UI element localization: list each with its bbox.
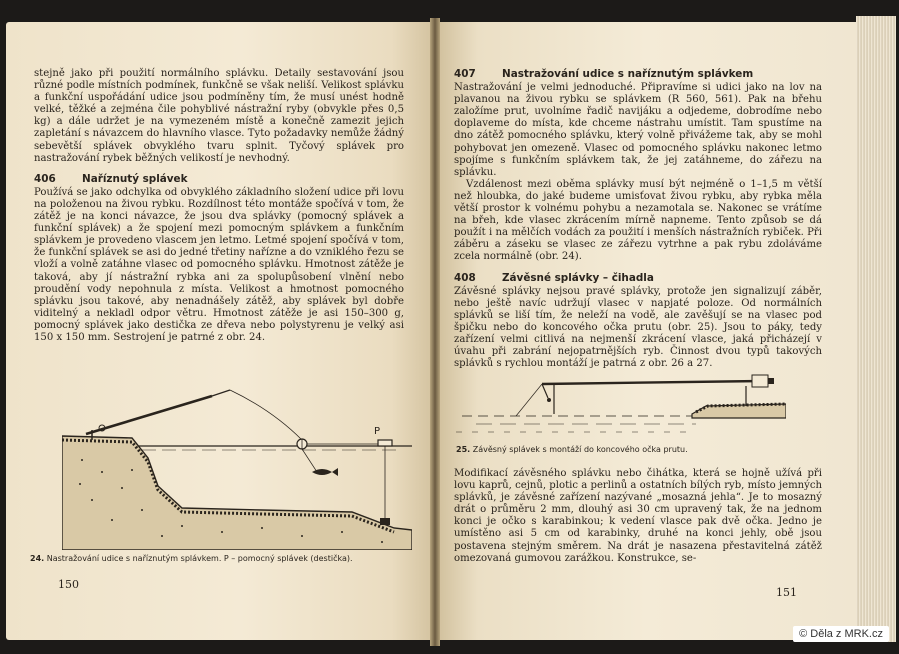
section-406-title: Naříznutý splávek [82, 172, 188, 185]
section-407-title: Nastražování udice s naříznutým splávkem [502, 68, 754, 80]
caption-25-text: Závěsný splávek s montáží do koncového očka prutu. [472, 445, 688, 454]
section-407-heading [454, 68, 822, 80]
page-number-right: 151 [776, 586, 797, 599]
figure-25-caption [456, 445, 836, 454]
left-text-column [34, 68, 404, 344]
section-406-number: 406 [34, 172, 56, 185]
caption-24-number: 24. [30, 554, 45, 563]
page-edges [856, 16, 896, 642]
section-407-number: 407 [454, 68, 476, 80]
figure-25-illustration [456, 366, 786, 442]
watermark: © Děla z MRK.cz [793, 626, 889, 642]
right-text-column [454, 68, 822, 370]
figure-label-p: P [374, 426, 381, 437]
section-406-text: Používá se jako odchylka od obvyklého základního složení udice při lovu na položenou na živou rybku. Rozdílnost této montáže spočívá v tom, že zátěž je na konci návazce, že jsou dva splávky (pomocný splávek a funkční splávek) a že spojení mezi pomocným splávkem a funkčním splávkem je provedeno vlascem jen letmo. Letmé spojení spočívá v tom, že funkční splávek se asi do jedné třetiny nařízne a do vzniklého řezu se vloží a volně zatáhne vlasec od pomocného splávku. Hmotnost zátěže je taková, aby jí nástražní rybka ani za spolupůsobení vlnění nebo proudění vody nepohnula z místa. Velikost a hmotnost pomocného splávku jsou takové, aby nenadnášely zátěž, aby splávek byl dobře viditelný a nekladl odpor větru. Hmotnost zátěže je asi 150–300 g, pomocný splávek jako destička ze dřeva nebo polystyrenu je velký asi 150 x 150 mm. Sestrojení je patrné z obr. 24. [34, 186, 404, 343]
section-408-heading [454, 272, 822, 284]
page-number-left: 150 [58, 578, 79, 591]
intro-paragraph: stejně jako při použití normálního splávku. Detaily sestavování jsou různé podle místních podmínek, funkčně se však neliší. Velikost splávku a funkční uspořádání udice jsou podmíněny tím, že musí unést hodně velké, těžké a zejména čile pohyblivé nástražní ryby (obvykle přes 0,5 kg) a dále udržet je na vymezeném místě a konečně zamezit jejich zapletání s návazcem do hlavního vlasce. Tyto požadavky nemůže žádný sebevětší splávek obvyklého tvaru splnit. Tyčový splávek pro nastražování rybek běžných velikostí je nevhodný. [34, 68, 404, 164]
section-407-paragraph-1: Nastražování je velmi jednoduché. Připravíme si udici jako na lov na plavanou na živou rybku se splávkem (R 560, 561). Pak na břehu založíme prut, uvolníme řadič navijáku a odjedeme, dobrodíme nebo doplaveme do místa, kde chceme nástrahu umístit. Tam spustíme na dno zátěž pomocného splávku, který volně přivážeme tak, aby se mohl pohybovat jen omezeně. Vlasec od pomocného splávku nakonec letmo spojíme s funkčním splávkem tak, že jej zatáhneme, do zářezu na splávku. [454, 82, 822, 178]
figure-24-caption [30, 554, 410, 563]
modification-paragraph: Modifikací závěsného splávku nebo čihátka, která se hojně užívá při lovu kaprů, cejnů, plotic a perlinů a ostatních bílých ryb, místo jemných splávků, je závěsné zařízení nazývané „mosazná jehla“. Je to mosazný drát o průměru 2 mm, dlouhý asi 30 cm upravený tak, že na jednom konci je očko s karabinkou; k vedení vlasce pak dvě očka. Jedno je umístěno asi 5 cm od karabinky, druhé na konci jehly, obě jsou postavena stejným směrem. Na drát je nasazena přestavitelná zátěž omezovaná gumovou zarážkou. Konstrukce, se- [454, 468, 822, 564]
section-408-title: Závěsné splávky – čihadla [502, 271, 654, 284]
section-406-heading [34, 173, 404, 185]
caption-24-text: Nastražování udice s naříznutým splávkem. P – pomocný splávek (destička). [46, 554, 353, 563]
right-bottom-text [454, 468, 822, 565]
section-408-number: 408 [454, 271, 476, 284]
book-gutter [430, 18, 440, 646]
right-page [436, 22, 856, 640]
section-407-paragraph-2: Vzdálenost mezi oběma splávky musí být nejméně o 1–1,5 m větší než hloubka, do jaké budeme umisťovat živou rybku, aby rybka měla větší prostor k volnému pohybu a nezamotala se. Nakonec se vrátíme na břeh, kde vlasec zkrácením mírně napneme. Tento způsob se dá použít i na mělčích vodách za použití i menších nástražních rybiček. Při záběru a záseku se vlasec ze zářezu vytrhne a pak rybu zdoláváme zcela normálně (obr. 24). [454, 178, 822, 263]
caption-25-number: 25. [456, 445, 471, 454]
figure-24-illustration [62, 360, 412, 550]
left-page [6, 22, 434, 640]
section-408-text: Závěsné splávky nejsou pravé splávky, protože jen signalizují záběr, nebo ještě navíc udržují vlasec v napjaté poloze. Od normálních splávků se liší tím, že neleží na vodě, ale zavěšují se na vlasec pod špičku nebo do koncového očka prutu (obr. 25). Jsou to páky, tedy zařízení velmi citlivá na nejmenší zkrácení vlasce, jaká přicházejí v úvahu při zabrání nejopatrnějších ryb. Činnost dvou typů takových splávků s rychlou montáží je patrná z obr. 26 a 27. [454, 285, 822, 370]
